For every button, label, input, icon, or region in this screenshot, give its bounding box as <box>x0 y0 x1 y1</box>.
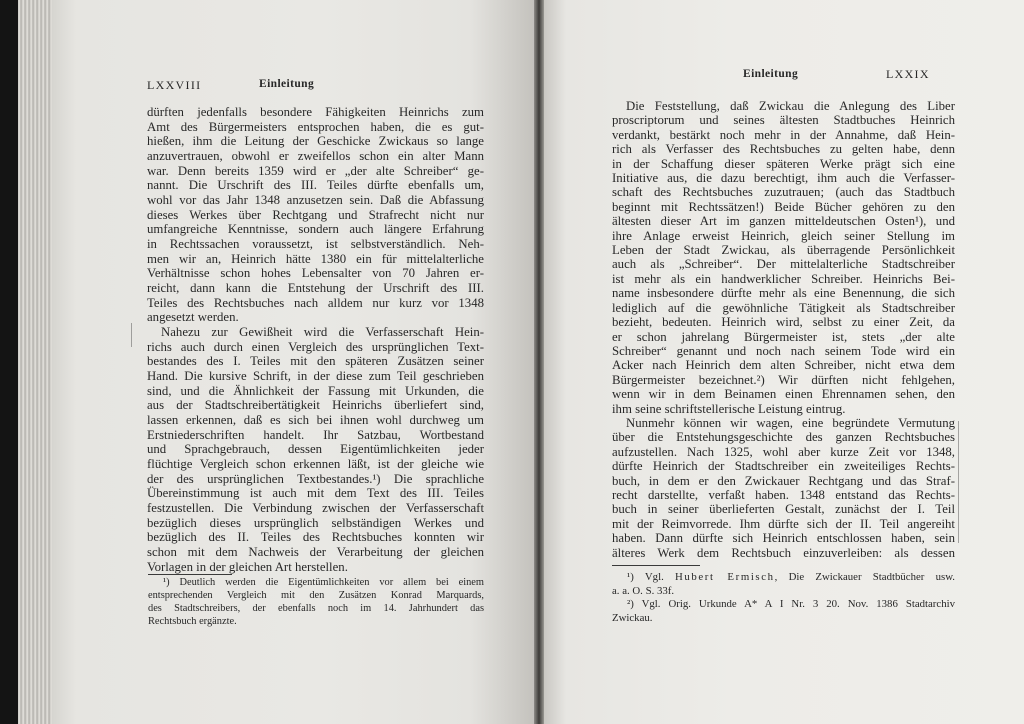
right-body-text <box>612 99 955 560</box>
text-line: lassen erkennen, daß es sich bei ihnen wohl durchweg um <box>147 413 484 428</box>
text-line: bestandes des I. Teiles mit den späteren Zusätzen seiner <box>147 354 484 369</box>
text-line: recht darstellte, verfaßt haben. 1348 entstand das Rechts- <box>612 487 955 502</box>
text-line: aus der Stadtschreibertätigkeit Heinrichs überliefert sind, <box>147 398 484 413</box>
text-line: bezieht, bedeuten. Heinrich wird, selbst zu einer Zeit, da <box>612 315 955 330</box>
text-line: Erstniederschriften handelt. Ihr Satzbau, Wortbestand <box>147 427 484 442</box>
text-line: der des ursprünglichen Textbestandes.¹) Die sprachliche <box>147 471 484 486</box>
text-line: dürften jedenfalls besondere Fähigkeiten Heinrichs zum <box>147 105 484 119</box>
text-line: sind, und die Ähnlichkeit der Fassung mit Urkunden, die <box>147 383 484 398</box>
left-page-number: LXXVIII <box>147 78 202 92</box>
text-line: ältesten dieser Art im ganzen mitteldeutschen Osten¹), und <box>612 214 955 229</box>
text-line: Verhältnisse schon hohes Lebensalter von 70 Jahren er- <box>147 266 484 281</box>
footnote-line <box>612 571 955 585</box>
text-line: dürfte Heinrich der Stadtschreiber ein zweiteiliges Rechts- <box>612 459 955 474</box>
footnote-line: Zwickau. <box>612 611 653 624</box>
text-line: und Sprachgebrauch, dessen Eigentümlichkeiten jeder <box>147 442 484 457</box>
text-line: war. Denn bereits 1359 wird er „der alte Schreiber“ ge- <box>147 163 484 178</box>
text-line: Bürgermeister bezeichnet.²) Wir dürften nicht fehlgehen, <box>612 372 955 387</box>
letterspaced-author-name: Hubert Ermisch <box>675 571 775 583</box>
footnote-line: a. a. O. S. 33f. <box>612 584 675 597</box>
text-line: wohl vor das Jahr 1348 anzusetzen sein. Daß die Abfassung <box>147 193 484 208</box>
text-line: festzustellen. Die Verbindung zwischen der Verfasserschaft <box>147 501 484 516</box>
text-line: Schreiber“ genannt und noch nach seinem Tode wird ein <box>612 343 955 358</box>
right-running-head: Einleitung <box>743 68 799 80</box>
paragraph <box>612 416 955 560</box>
right-page-number: LXXIX <box>886 67 930 81</box>
text-segment: ¹) Vgl. <box>627 571 676 583</box>
text-line: buch in seiner überlieferten Gestalt, zunächst der I. Teil <box>612 502 955 517</box>
text-line: älteres Werk dem Rechtsbuch einzuverleiben: als dessen <box>612 545 955 560</box>
text-line: Die Feststellung, daß Zwickau die Anlegung des Liber <box>626 99 955 113</box>
text-line: ihre Anlage erweist Heinrich, gleich seiner Stellung im <box>612 228 955 243</box>
text-line: ist mehr als ein handwerklicher Schreiber. Heinrichs Bei- <box>612 271 955 286</box>
text-line: bezüglich dieses ursprünglich selbständigen Werkes und <box>147 515 484 530</box>
text-line: verdankt, bestärkt noch mehr in der Annahme, daß Hein- <box>612 127 955 142</box>
text-line: nannt. Die Urschrift des III. Teiles dürfte ebenfalls um, <box>147 178 484 193</box>
text-line: richs auch durch einen Vergleich des ursprünglichen Text- <box>147 339 484 354</box>
text-line: auch als „Schreiber“. Der mittelalterliche Stadtschreiber <box>612 257 955 272</box>
left-body-text <box>147 105 484 575</box>
footnote-line: ¹) Deutlich werden die Eigentümlichkeiten vor allem bei einem <box>163 577 484 588</box>
paragraph <box>147 105 484 325</box>
footnote <box>148 577 484 629</box>
right-footnotes <box>612 571 955 625</box>
footnote <box>612 571 955 598</box>
text-line: schaft des Rechtsbuches zuzutrauen; (auch das Stadtbuch <box>612 185 955 200</box>
paragraph <box>147 325 484 574</box>
text-line: Teiles des Rechtsbuches nach alldem nur kurz vor 1348 <box>147 295 484 310</box>
text-line: in der Schaffung dieser späteren Werke prägt sich eine <box>612 156 955 171</box>
text-line: Übereinstimmung ist auch mit dem Text des III. Teiles <box>147 486 484 501</box>
text-line: umfangreiche Kenntnisse, sondern auch längere Erfahrung <box>147 222 484 237</box>
left-footnote-rule <box>148 574 232 575</box>
text-line: dieses Werkes über Rechtgang und Strafrecht nicht nur <box>147 207 484 222</box>
text-line: in Rechtssachen voraussetzt, ist selbstverständlich. Neh- <box>147 237 484 252</box>
text-line: bezüglich des II. Teiles des Rechtsbuches konnten wir <box>147 530 484 545</box>
footnote-line: des Stadtschreibers, der ebenfalls noch im 14. Jahrhundert das <box>148 602 484 614</box>
text-line: Initiative aus, die dazu berechtigt, ihm auch die Verfasser- <box>612 171 955 186</box>
text-line: hießen, ihm die Leitung der Geschicke Zwickaus so lange <box>147 134 484 149</box>
text-line: flüchtige Vergleich schon erkennen läßt, ist der gleiche wie <box>147 457 484 472</box>
text-line: haben. Dann dürfte sich Heinrich entschlossen haben, sein <box>612 531 955 546</box>
right-footnote-rule <box>612 565 700 566</box>
text-line: Vorlagen in der gleichen Art herstellen. <box>147 559 348 574</box>
footnote <box>612 598 955 625</box>
text-line: Nunmehr können wir wagen, eine begründete Vermutung <box>626 415 955 430</box>
text-segment: , Die Zwickauer Stadtbücher usw. <box>774 571 955 583</box>
text-line: name insbesondere dürfte mehr als eine Benennung, die sich <box>612 286 955 301</box>
text-line: mit der Reimvorrede. Ihm dürfte sich der II. Teil angereiht <box>612 516 955 531</box>
text-line: proscriptorum und seines ältesten Stadtbuches Heinrich <box>612 113 955 128</box>
text-line: reicht, dann kann die Entstehung der Urschrift des III. <box>147 281 484 296</box>
text-line: rich als Verfasser des Rechtsbuches zu gelten habe, denn <box>612 142 955 157</box>
text-line: lediglich auf die gewöhnliche Tätigkeit als Stadtschreiber <box>612 300 955 315</box>
text-line: er schon jahrelang Bürgermeister ist, stets „der alte <box>612 329 955 344</box>
paragraph <box>612 99 955 416</box>
margin-pencil-mark <box>958 421 959 543</box>
text-line: Hand. Die kursive Schrift, in der diese zum Teil geschrieben <box>147 369 484 384</box>
text-line: angesetzt werden. <box>147 310 239 325</box>
text-line: schon mit dem Nachweis der Verarbeitung der gleichen <box>147 545 484 560</box>
text-line: über die Entstehungsgeschichte des ganzen Rechtsbuches <box>612 430 955 445</box>
footnote-line: entsprechenden Vergleich mit den Zusätzen Konrad Marquards, <box>148 589 484 601</box>
text-line: aufzustellen. Nach 1325, wohl aber kurze Zeit vor 1348, <box>612 444 955 459</box>
footnote-line: Rechtsbuch ergänzte. <box>148 615 237 627</box>
text-line: Amt des Bürgermeisters entsprochen haben, die es gut- <box>147 119 484 134</box>
text-line: beginnt mit Rechtssätzen!) Beide Bücher gehören zu den <box>612 199 955 214</box>
text-line: Acker nach Heinrich dem alten Schreiber, nicht etwa dem <box>612 358 955 373</box>
left-running-head: Einleitung <box>259 78 315 90</box>
text-line: buch, in dem er den Zwickauer Rechtgang und das Straf- <box>612 473 955 488</box>
text-line: Nahezu zur Gewißheit wird die Verfasserschaft Hein- <box>161 325 484 340</box>
text-line: men wir an, Heinrich hätte 1380 ein für mittelalterliche <box>147 251 484 266</box>
text-line: ihm seine schriftstellerische Leistung eintrug. <box>612 401 846 416</box>
page-edge-stack <box>18 0 54 724</box>
margin-pencil-mark <box>131 323 132 347</box>
text-line: anzuvertrauen, obwohl er zweifellos schon ein alter Mann <box>147 149 484 164</box>
left-footnotes <box>148 577 484 629</box>
text-line: Leben der Stadt Zwickau, als überragende Persönlichkeit <box>612 243 955 258</box>
book-spine <box>534 0 544 724</box>
text-line: wenn wir in dem Beinamen einen Ehrennamen sehen, den <box>612 387 955 402</box>
footnote-line: ²) Vgl. Orig. Urkunde A* A I Nr. 3 20. Nov. 1386 Stadtarchiv <box>627 598 955 611</box>
